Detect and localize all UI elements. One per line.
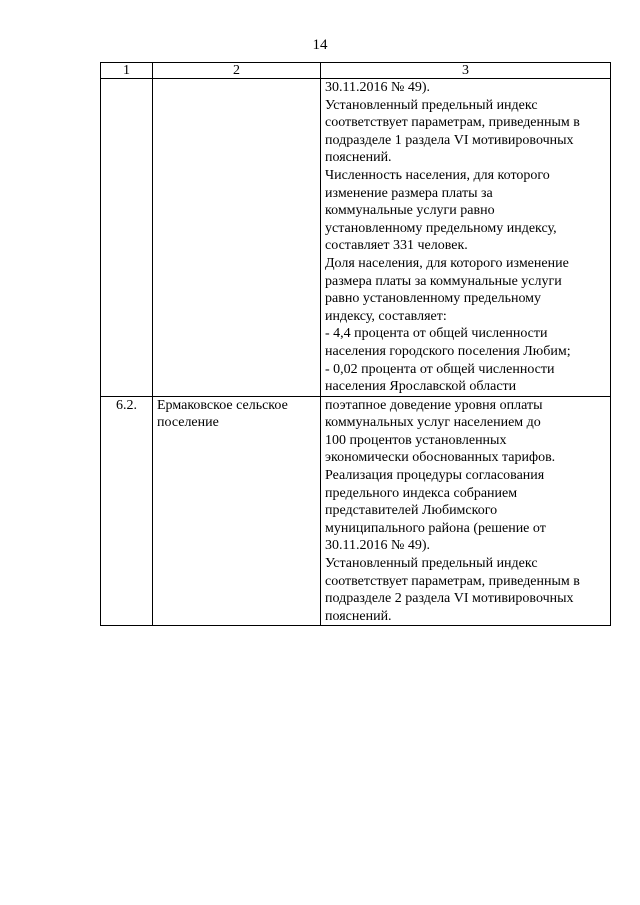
text-line: соответствует параметрам, приведенным в bbox=[325, 115, 580, 131]
text-line: 30.11.2016 № 49). bbox=[325, 538, 430, 554]
text-line: Установленный предельный индекс bbox=[325, 97, 538, 113]
row-number-cell: 6.2. bbox=[101, 396, 153, 626]
row-number-cell bbox=[101, 79, 153, 397]
text-line: муниципального района (решение от bbox=[325, 520, 546, 536]
settlement-name-cell bbox=[153, 79, 321, 397]
column-header-2: 2 bbox=[153, 63, 321, 79]
name-line: поселение bbox=[157, 415, 219, 431]
text-line: индексу, составляет: bbox=[325, 308, 447, 324]
description-cell bbox=[321, 396, 611, 626]
text-line: - 4,4 процента от общей численности bbox=[325, 326, 548, 342]
column-header-3: 3 bbox=[321, 63, 611, 79]
column-header-1: 1 bbox=[101, 63, 153, 79]
text-line: населения городского поселения Любим; bbox=[325, 343, 571, 359]
text-line: установленному предельному индексу, bbox=[325, 220, 557, 236]
text-line: 100 процентов установленных bbox=[325, 432, 507, 448]
text-line: 30.11.2016 № 49). bbox=[325, 80, 430, 95]
document-table bbox=[100, 62, 611, 626]
text-line: представителей Любимского bbox=[325, 503, 498, 519]
description-cell bbox=[321, 79, 611, 397]
text-line: составляет 331 человек. bbox=[325, 238, 468, 254]
text-line: Доля населения, для которого изменение bbox=[325, 255, 569, 271]
page-number: 14 bbox=[312, 37, 328, 53]
text-line: размера платы за коммунальные услуги bbox=[325, 273, 562, 289]
text-line: коммунальные услуги равно bbox=[325, 203, 495, 219]
text-line: экономически обоснованных тарифов. bbox=[325, 450, 556, 466]
text-line: изменение размера платы за bbox=[325, 185, 493, 201]
text-line: Установленный предельный индекс bbox=[325, 556, 538, 572]
text-line: предельного индекса собранием bbox=[325, 485, 518, 501]
text-line: соответствует параметрам, приведенным в bbox=[325, 573, 580, 589]
text-line: Реализация процедуры согласования bbox=[325, 468, 545, 484]
text-line: пояснений. bbox=[325, 608, 392, 624]
text-line: населения Ярославской области bbox=[325, 379, 517, 395]
text-line: равно установленному предельному bbox=[325, 291, 542, 307]
text-line: Численность населения, для которого bbox=[325, 167, 550, 183]
settlement-name-cell bbox=[153, 396, 321, 626]
text-line: поэтапное доведение уровня оплаты bbox=[325, 397, 543, 413]
table-header-row bbox=[101, 63, 611, 79]
text-line: коммунальных услуг населением до bbox=[325, 415, 541, 431]
text-line: подразделе 1 раздела VI мотивировочных bbox=[325, 132, 574, 148]
table-row-6-2 bbox=[101, 396, 611, 626]
text-line: пояснений. bbox=[325, 150, 392, 166]
text-line: подразделе 2 раздела VI мотивировочных bbox=[325, 591, 574, 607]
text-line: - 0,02 процента от общей численности bbox=[325, 361, 555, 377]
name-line: Ермаковское сельское bbox=[157, 397, 288, 413]
table-row-continuation bbox=[101, 79, 611, 397]
